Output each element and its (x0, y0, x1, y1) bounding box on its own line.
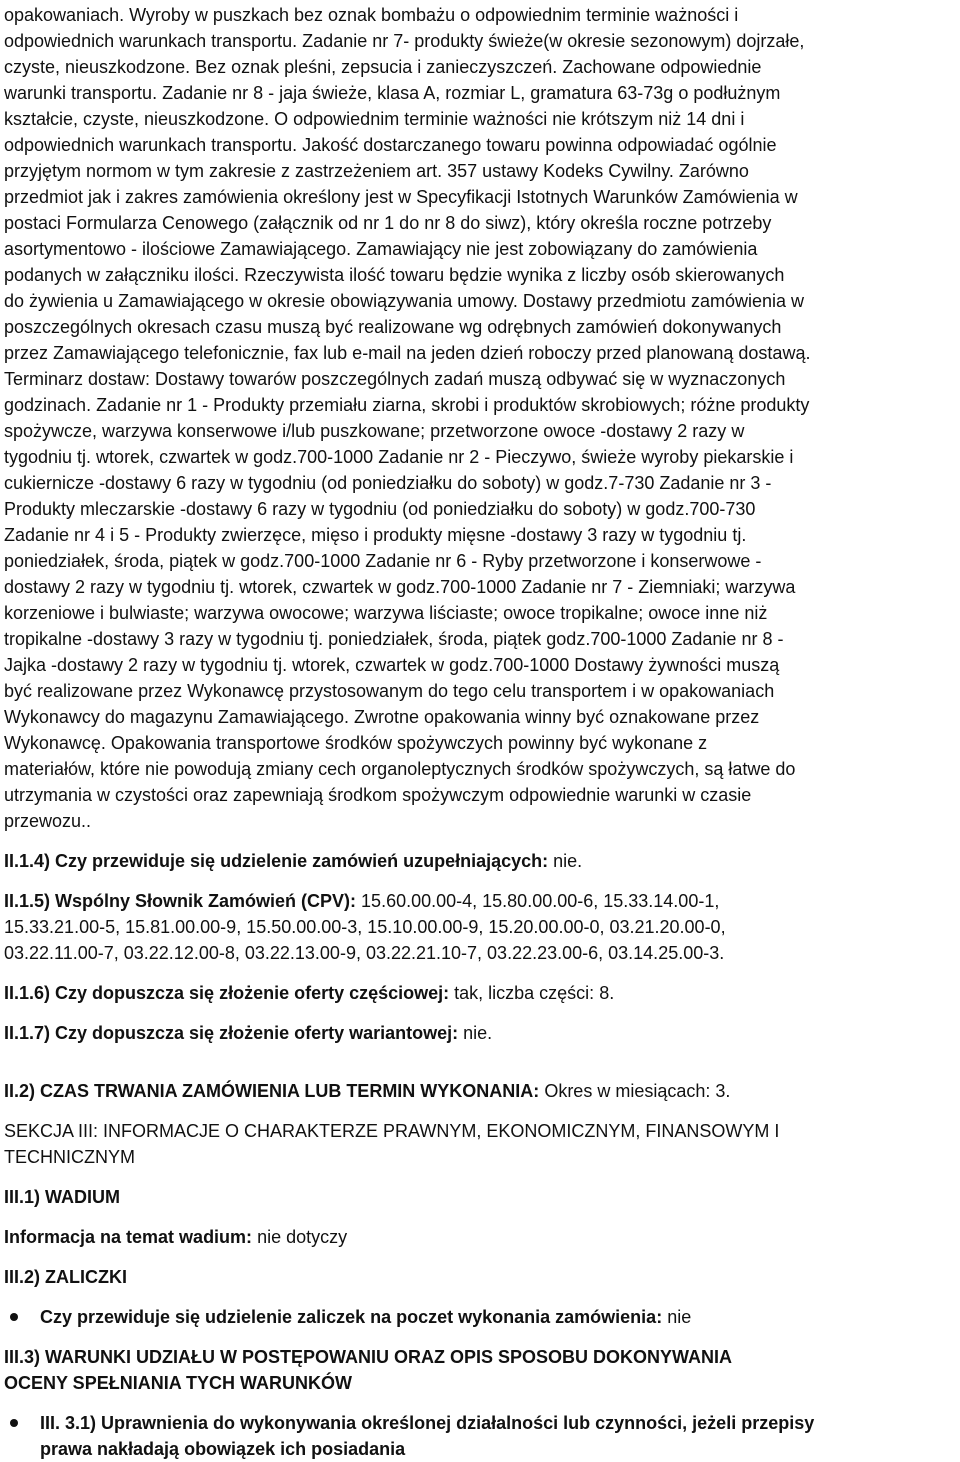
paragraph-line: do żywienia u Zamawiającego w okresie obowiązywania umowy. Dostawy przedmiotu zamówienia w (4, 291, 805, 311)
paragraph-line: przez Zamawiającego telefonicznie, fax lub e-mail na jeden dzień roboczy przed planowaną dostawą. (4, 343, 811, 363)
paragraph-line: poszczególnych okresach czasu muszą być realizowane wg odrębnych zamówień dokonywanych (4, 317, 782, 337)
paragraph-line: być realizowane przez Wykonawcę przystosowanym do tego celu transportem i w opakowaniach (4, 681, 775, 701)
paragraph-line: odpowiednich warunkach transportu. Jakość dostarczanego towaru powinna odpowiadać ogólnie (4, 135, 777, 155)
paragraph-line: kształcie, czyste, nieuszkodzone. O odpowiednim terminie ważności nie krótszym niż 14 dni i (4, 109, 745, 129)
section-ii-1-4 (4, 848, 952, 874)
heading-iii-1: III.1) WADIUM (4, 1187, 120, 1207)
item-line-1: III. 3.1) Uprawnienia do wykonywania określonej działalności lub czynności, jeżeli przepisy (40, 1413, 815, 1433)
paragraph-line: dostawy 2 razy w tygodniu tj. wtorek, czwartek w godz.700-1000 Zadanie nr 7 - Ziemniaki; warzywa (4, 577, 796, 597)
list-item (40, 1304, 952, 1330)
section-iii-title (4, 1118, 952, 1170)
paragraph-line: utrzymania w czystości oraz zapewniają środkom spożywczym odpowiednie warunki w czasie (4, 785, 752, 805)
paragraph-line: Jajka -dostawy 2 razy w tygodniu tj. wtorek, czwartek w godz.700-1000 Dostawy żywności muszą (4, 655, 780, 675)
section-ii-2 (4, 1078, 952, 1104)
paragraph-line: materiałów, które nie powodują zmiany cech organoleptycznych środków spożywczych, są łatwe do (4, 759, 796, 779)
paragraph-line: postaci Formularza Cenowego (załącznik od nr 1 do nr 8 do siwz), który określa roczne potrzeby (4, 213, 772, 233)
section-ii-1-7 (4, 1020, 952, 1046)
section-title-line-1: SEKCJA III: INFORMACJE O CHARAKTERZE PRAWNYM, EKONOMICZNYM, FINANSOWYM I (4, 1121, 780, 1141)
paragraph-line: asortymentowo - ilościowe Zamawiającego. Zamawiający nie jest zobowiązany do zamówienia (4, 239, 758, 259)
section-label: Informacja na temat wadium: (4, 1227, 253, 1247)
bullet-icon (10, 1419, 18, 1427)
paragraph-line: cukiernicze -dostawy 6 razy w tygodniu (od poniedziałku do soboty) w godz.7-730 Zadanie nr 3 - (4, 473, 772, 493)
paragraph-line: spożywcze, warzywa konserwowe i/lub puszkowane; przetworzone owoce -dostawy 2 razy w (4, 421, 745, 441)
bullet-icon (10, 1313, 18, 1321)
paragraph-line: przewozu.. (4, 811, 92, 831)
section-value: Okres w miesiącach: 3. (539, 1081, 731, 1101)
wadium-info (4, 1224, 952, 1250)
body-paragraph (4, 0, 952, 834)
heading-line-1: III.3) WARUNKI UDZIAŁU W POSTĘPOWANIU ORAZ OPIS SPOSOBU DOKONYWANIA (4, 1347, 733, 1367)
section-value: tak, liczba części: 8. (449, 983, 615, 1003)
section-value: nie. (458, 1023, 493, 1043)
section-value: nie. (548, 851, 583, 871)
section-ii-1-5 (4, 888, 952, 966)
zaliczki-list (4, 1304, 952, 1330)
cpv-codes-line-3: 03.22.11.00-7, 03.22.12.00-8, 03.22.13.00-9, 03.22.21.10-7, 03.22.23.00-6, 03.14.25.00-3. (4, 943, 725, 963)
section-title-line-2: TECHNICZNYM (4, 1147, 135, 1167)
paragraph-line: Wykonawcy do magazynu Zamawiającego. Zwrotne opakowania winny być oznakowane przez (4, 707, 760, 727)
heading-line-2: OCENY SPEŁNIANIA TYCH WARUNKÓW (4, 1373, 353, 1393)
section-label: II.2) CZAS TRWANIA ZAMÓWIENIA LUB TERMIN WYKONANIA: (4, 1081, 540, 1101)
list-item (40, 1410, 952, 1462)
heading-iii-2: III.2) ZALICZKI (4, 1267, 127, 1287)
section-value: nie dotyczy (252, 1227, 348, 1247)
paragraph-line: Produkty mleczarskie -dostawy 6 razy w tygodniu (od poniedziałku do soboty) w godz.700-730 (4, 499, 756, 519)
paragraph-line: warunki transportu. Zadanie nr 8 - jaja świeże, klasa A, rozmiar L, gramatura 63-73g o podłużnym (4, 83, 781, 103)
uprawnienia-list (4, 1410, 952, 1462)
paragraph-line: godzinach. Zadanie nr 1 - Produkty przemiału ziarna, skrobi i produktów skrobiowych; różne produkty (4, 395, 810, 415)
paragraph-line: Zadanie nr 4 i 5 - Produkty zwierzęce, mięso i produkty mięsne -dostawy 3 razy w tygodniu tj. (4, 525, 747, 545)
paragraph-line: czyste, nieuszkodzone. Bez oznak pleśni, zepsucia i zanieczyszczeń. Zachowane odpowiednie (4, 57, 762, 77)
heading-iii-3 (4, 1344, 952, 1396)
paragraph-line: Wykonawcę. Opakowania transportowe środków spożywczych powinny być wykonane z (4, 733, 708, 753)
section-label: II.1.5) Wspólny Słownik Zamówień (CPV): (4, 891, 357, 911)
item-label: Czy przewiduje się udzielenie zaliczek na poczet wykonania zamówienia: (40, 1307, 663, 1327)
paragraph-line: przedmiot jak i zakres zamówienia określony jest w Specyfikacji Istotnych Warunków Zamówienia w (4, 187, 798, 207)
section-label: II.1.6) Czy dopuszcza się złożenie oferty częściowej: (4, 983, 450, 1003)
cpv-codes-line-1: 15.60.00.00-4, 15.80.00.00-6, 15.33.14.00-1, (356, 891, 720, 911)
section-label: II.1.4) Czy przewiduje się udzielenie zamówień uzupełniających: (4, 851, 549, 871)
paragraph-line: poniedziałek, środa, piątek w godz.700-1000 Zadanie nr 6 - Ryby przetworzone i konserwowe - (4, 551, 762, 571)
paragraph-line: opakowaniach. Wyroby w puszkach bez oznak bombażu o odpowiednim terminie ważności i (4, 5, 739, 25)
item-line-2: prawa nakładają obowiązek ich posiadania (40, 1439, 406, 1459)
section-ii-1-6 (4, 980, 952, 1006)
item-value: nie (662, 1307, 692, 1327)
paragraph-line: przyjętym normom w tym zakresie z zastrzeżeniem art. 357 ustawy Kodeks Cywilny. Zarówno (4, 161, 749, 181)
paragraph-line: tropikalne -dostawy 3 razy w tygodniu tj. poniedziałek, środa, piątek godz.700-1000 Zadanie nr 8 - (4, 629, 784, 649)
section-label: II.1.7) Czy dopuszcza się złożenie oferty wariantowej: (4, 1023, 459, 1043)
cpv-codes-line-2: 15.33.21.00-5, 15.81.00.00-9, 15.50.00.00-3, 15.10.00.00-9, 15.20.00.00-0, 03.21.20.00-0, (4, 917, 726, 937)
paragraph-line: Terminarz dostaw: Dostawy towarów poszczególnych zadań muszą odbywać się w wyznaczonych (4, 369, 786, 389)
paragraph-line: tygodniu tj. wtorek, czwartek w godz.700-1000 Zadanie nr 2 - Pieczywo, świeże wyroby piekarskie i (4, 447, 794, 467)
paragraph-line: korzeniowe i bulwiaste; warzywa owocowe; warzywa liściaste; owoce tropikalne; owoce inne niż (4, 603, 768, 623)
paragraph-line: podanych w załączniku ilości. Rzeczywista ilość towaru będzie wynika z liczby osób skierowanych (4, 265, 785, 285)
paragraph-line: odpowiednich warunkach transportu. Zadanie nr 7- produkty świeże(w okresie sezonowym) dojrzałe, (4, 31, 805, 51)
